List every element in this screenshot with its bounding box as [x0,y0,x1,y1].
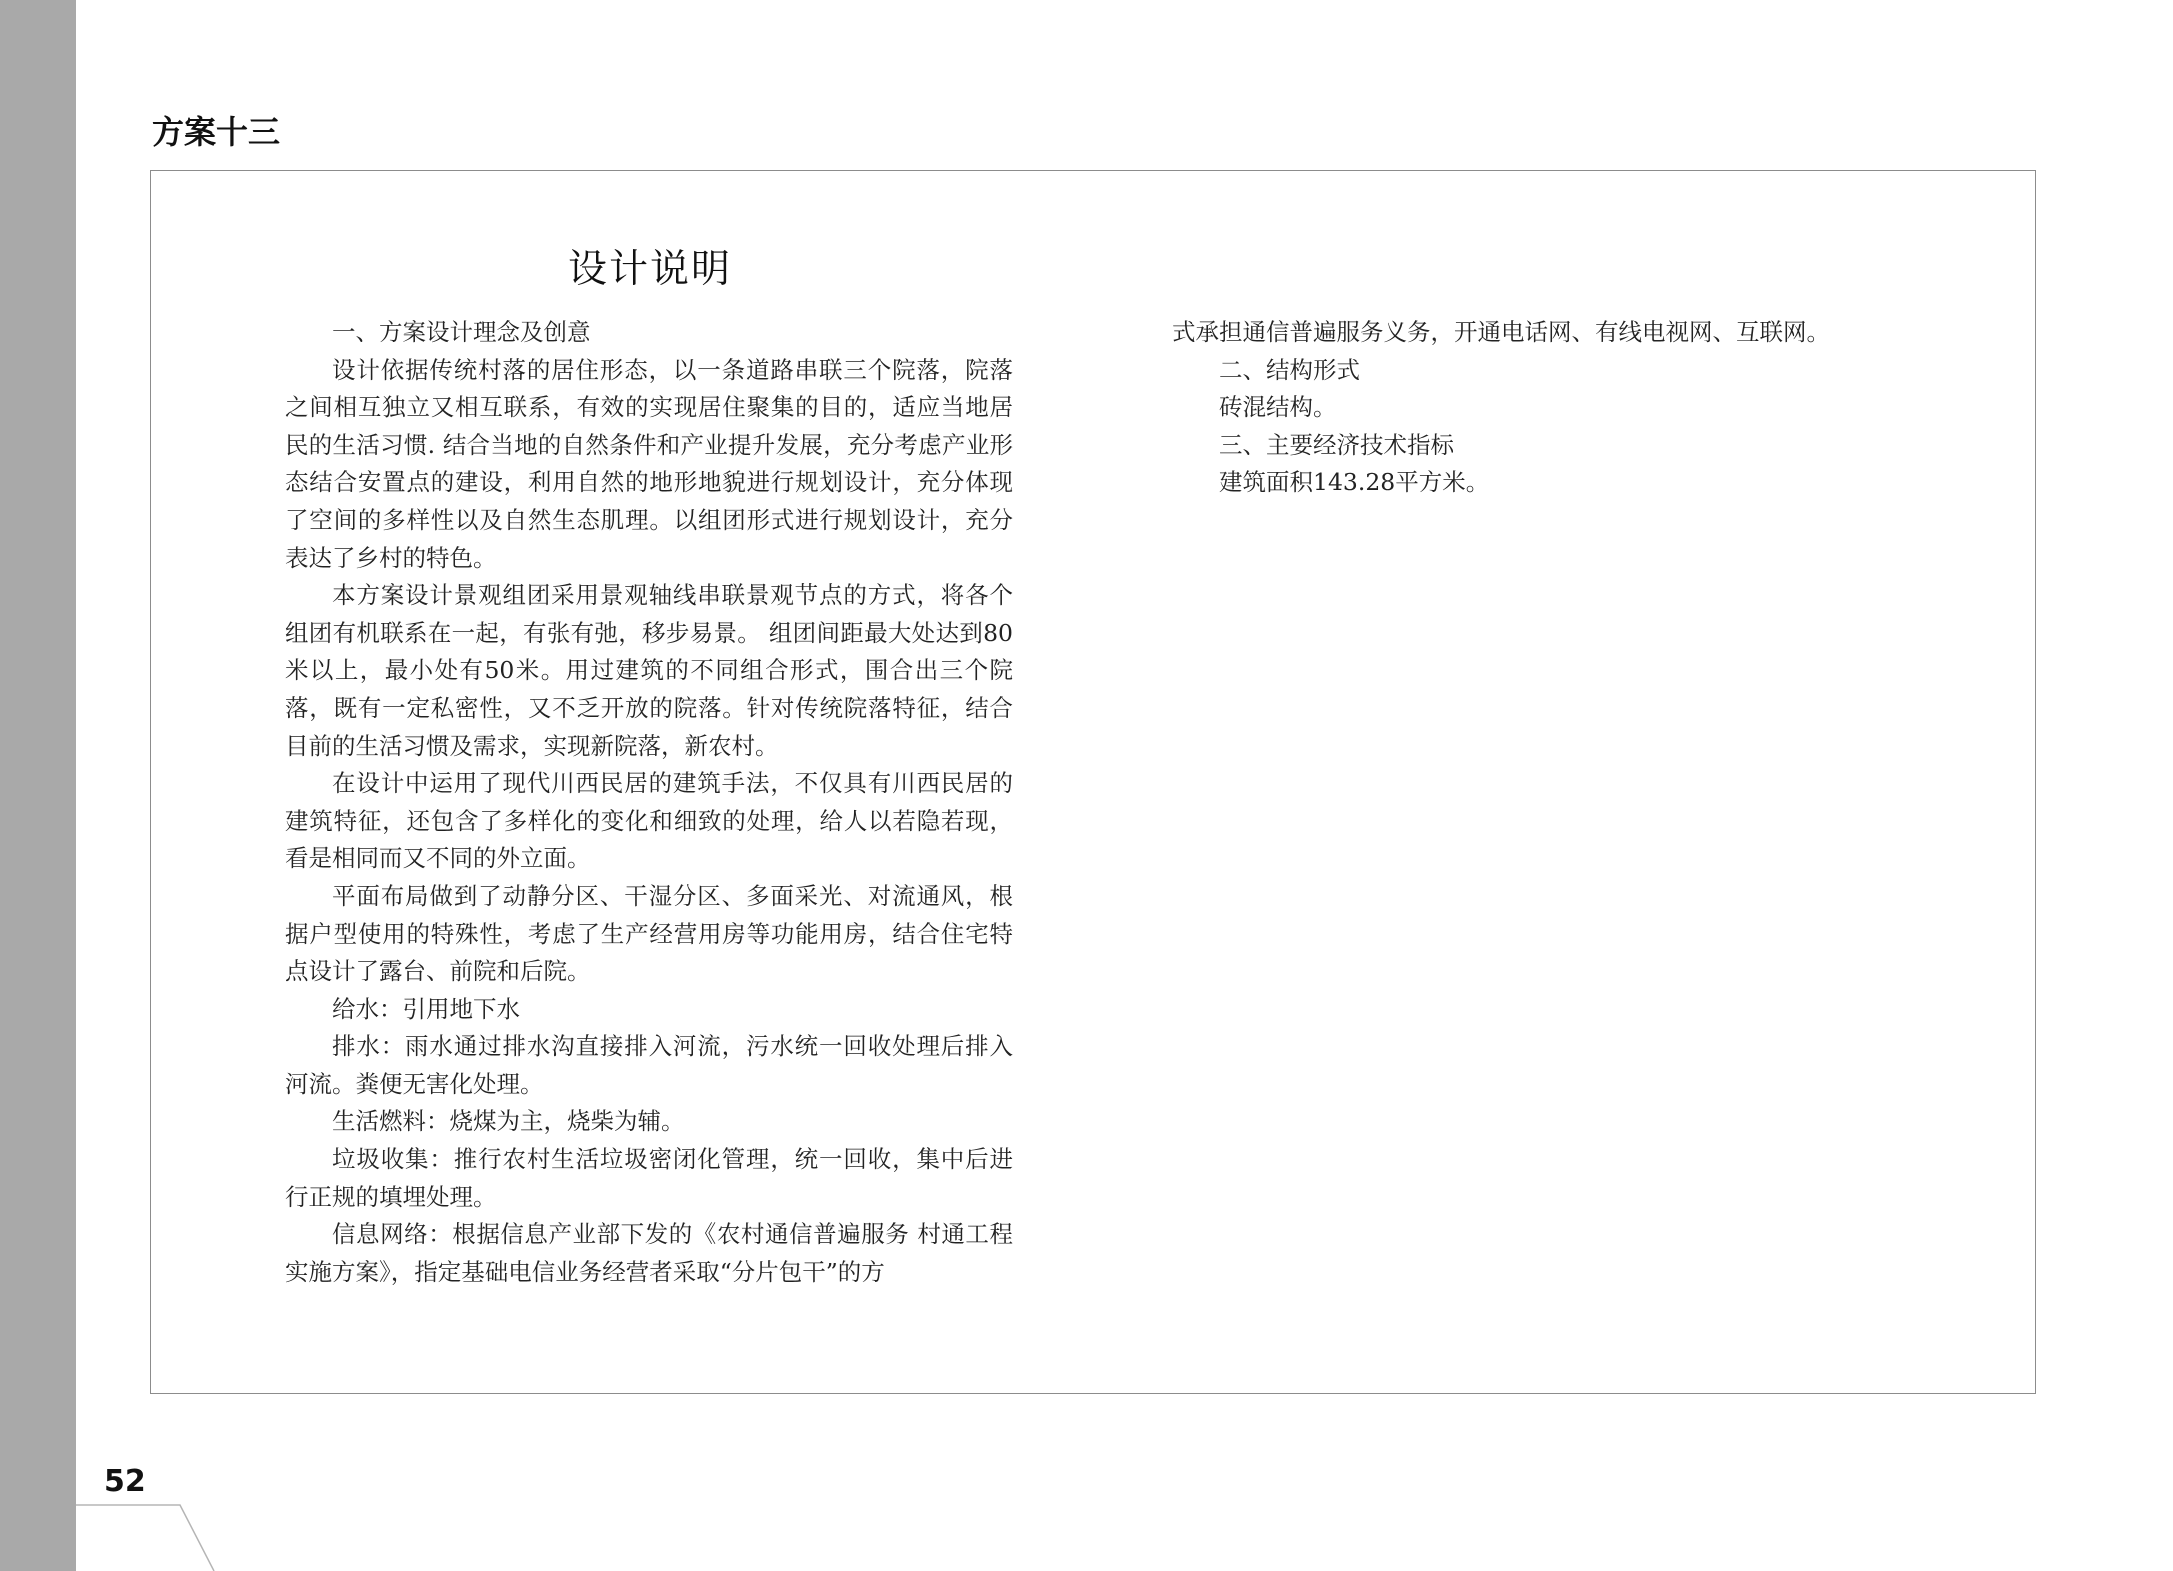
paragraph-floor-area: 建筑面积143.28平方米。 [1219,468,1490,497]
paragraph: 本方案设计景观组团采用景观轴线串联景观节点的方式，将各个组团有机联系在一起，有张有弛，移步易景。 组团间距最大处达到80米以上，最小处有50米。用过建筑的不同组合形式，围合出三个院落，既有一定私密性，又不乏开放的院落。针对传统院落特征，结合目前的生活习惯及需求，实现新院落，新农村。 [285,581,1013,760]
section-heading-concept: 一、方案设计理念及创意 [332,318,591,346]
page-edge-bar [0,0,76,1571]
paragraph-fuel: 生活燃料：烧煤为主，烧柴为辅。 [332,1107,685,1136]
paragraph-network: 信息网络：根据信息产业部下发的《农村通信普遍服务 村通工程实施方案》，指定基础电信业务经营者采取“分片包干”的方 [285,1220,1013,1286]
section-heading-indicators: 三、主要经济技术指标 [1219,430,1454,459]
paragraph-structure: 砖混结构。 [1219,393,1337,422]
paragraph: 设计依据传统村落的居住形态，以一条道路串联三个院落，院落之间相互独立又相互联系，有效的实现居住聚集的目的，适应当地居民的生活习惯. 结合当地的自然条件和产业提升发展，充分考虑产业形态结合安置点的建设，利用自然的地形地貌进行规划设计，充分体现了空间的多样性以及自然生态肌理。以组团形式进行规划设计，充分表达了乡村的特色。 [285,355,1013,572]
paragraph-drainage: 排水：雨水通过排水沟直接排入河流，污水统一回收处理后排入河流。粪便无害化处理。 [285,1032,1013,1098]
left-text-column [285,314,1013,1291]
paragraph-continuation: 式承担通信普遍服务义务，开通电话网、有线电视网、互联网。 [1172,318,1830,346]
paragraph-garbage: 垃圾收集：推行农村生活垃圾密闭化管理，统一回收，集中后进行正规的填埋处理。 [285,1145,1013,1211]
paragraph-water-supply: 给水：引用地下水 [332,994,520,1023]
section-heading-structure: 二、结构形式 [1219,355,1360,384]
scheme-title: 方案十三 [152,113,281,151]
document-title: 设计说明 [568,247,733,292]
right-text-column [1172,314,1900,502]
paragraph: 在设计中运用了现代川西民居的建筑手法，不仅具有川西民居的建筑特征，还包含了多样化的变化和细致的处理，给人以若隐若现，看是相同而又不同的外立面。 [285,769,1013,873]
page-number: 52 [104,1464,146,1499]
page-tab-decoration [76,1496,236,1571]
paragraph: 平面布局做到了动静分区、干湿分区、多面采光、对流通风，根据户型使用的特殊性，考虑了生产经营用房等功能用房，结合住宅特点设计了露台、前院和后院。 [285,881,1013,986]
